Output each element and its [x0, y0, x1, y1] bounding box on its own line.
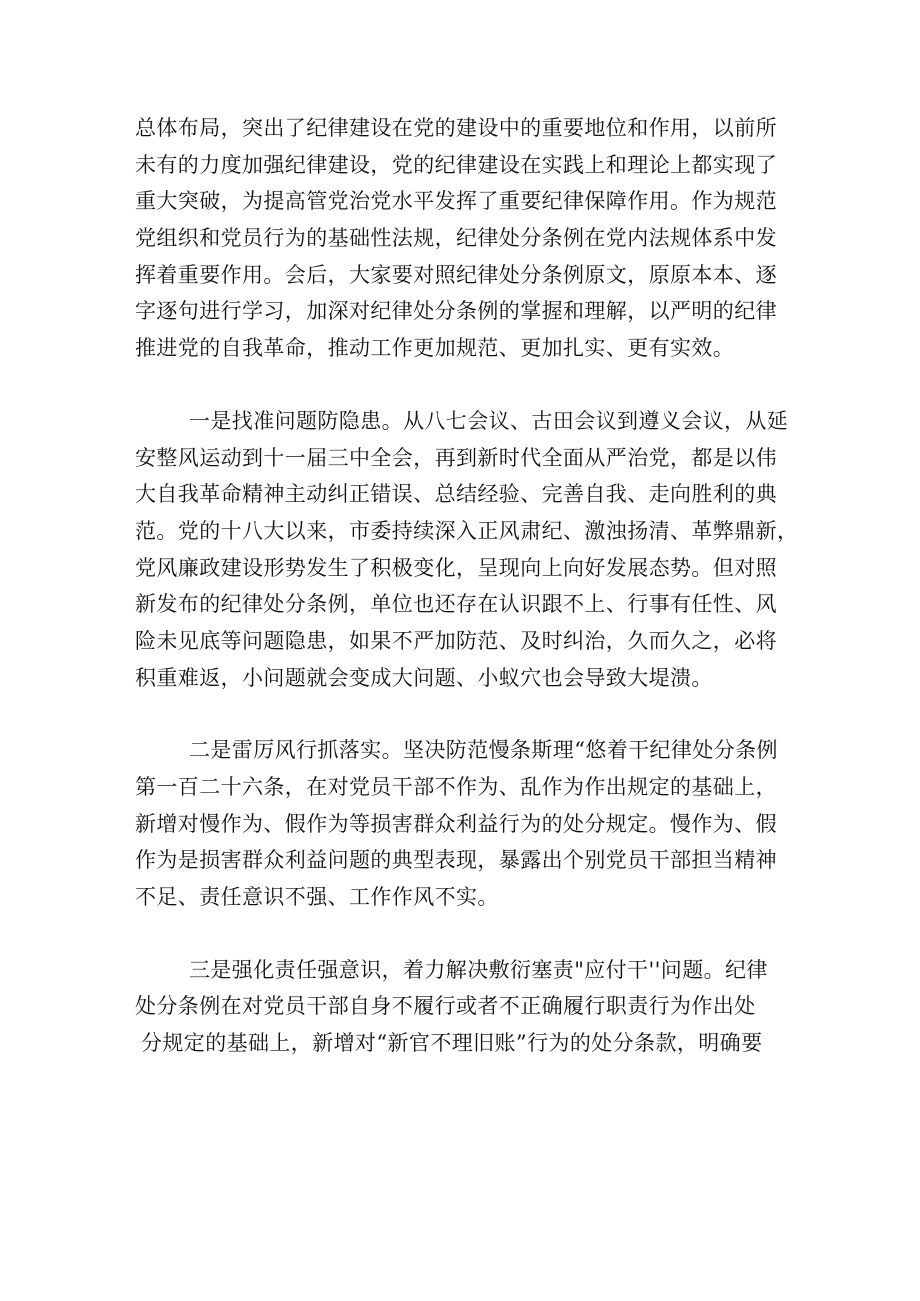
paragraph-point-one	[135, 403, 799, 697]
text-line: 积重难返，小问题就会变成大问题、小蚁穴也会导致大堤溃。	[135, 665, 713, 690]
text-line: 重大突破，为提高管党治党水平发挥了重要纪律保障作用。作为规范	[135, 189, 777, 214]
text-line: 安整风运动到十一届三中全会，再到新时代全面从严治党，都是以伟	[135, 445, 777, 470]
paragraph-gap	[135, 367, 785, 403]
text-line: 险未见底等问题隐患，如果不严加防范、及时纠治，久而久之，必将	[135, 628, 777, 653]
text-line: 党风廉政建设形势发生了积极变化，呈现向上向好发展态势。但对照	[135, 555, 777, 580]
text-line: 新增对慢作为、假作为等损害群众利益行为的处分规定。慢作为、假	[135, 811, 777, 836]
text-line: 不足、责任意识不强、工作作风不实。	[135, 885, 499, 910]
text-line: 一是找准问题防隐患。从八七会议、古田会议到遵义会议，从延	[189, 408, 789, 433]
text-line: 作为是损害群众利益问题的典型表现，暴露出个别党员干部担当精神	[135, 848, 777, 873]
text-line: 党组织和党员行为的基础性法规，纪律处分条例在党内法规体系中发	[135, 226, 777, 251]
text-line: 未有的力度加强纪律建设，党的纪律建设在实践上和理论上都实现了	[135, 152, 777, 177]
text-line: 分规定的基础上，新增对“新官不理旧账”行为的处分条款，明确要	[141, 1031, 763, 1056]
paragraph-gap	[135, 696, 785, 732]
paragraph-gap	[135, 916, 785, 952]
text-line: 挥着重要作用。会后，大家要对照纪律处分条例原文，原原本本、逐	[135, 262, 777, 287]
text-line: 处分条例在对党员干部自身不履行或者不正确履行职责行为作出处	[135, 994, 756, 1019]
paragraph-overall-layout	[135, 110, 785, 367]
paragraph-point-three	[135, 952, 785, 1062]
text-line: 新发布的纪律处分条例，单位也还存在认识跟不上、行事有任性、风	[135, 592, 777, 617]
text-line: 大自我革命精神主动纠正错误、总结经验、完善自我、走向胜利的典	[135, 482, 777, 507]
text-line: 总体布局，突出了纪律建设在党的建设中的重要地位和作用，以前所	[135, 116, 777, 140]
text-line: 范。党的十八大以来，市委持续深入正风肃纪、激浊扬清、革弊鼎新，	[135, 518, 799, 543]
text-line: 二是雷厉风行抓落实。坚决防范慢条斯理“悠着干纪律处分条例	[189, 738, 778, 763]
paragraph-point-two	[135, 732, 785, 915]
document-body	[135, 110, 799, 1062]
text-line: 字逐句进行学习，加深对纪律处分条例的掌握和理解，以严明的纪律	[135, 299, 777, 324]
text-line: 第一百二十六条，在对党员干部不作为、乱作为作出规定的基础上，	[135, 775, 777, 799]
text-line: 推进党的自我革命，推动工作更加规范、更加扎实、更有实效。	[135, 336, 735, 361]
text-line: 三是强化责任强意识，着力解决敷衍塞责"应付干''问题。纪律	[189, 957, 768, 982]
